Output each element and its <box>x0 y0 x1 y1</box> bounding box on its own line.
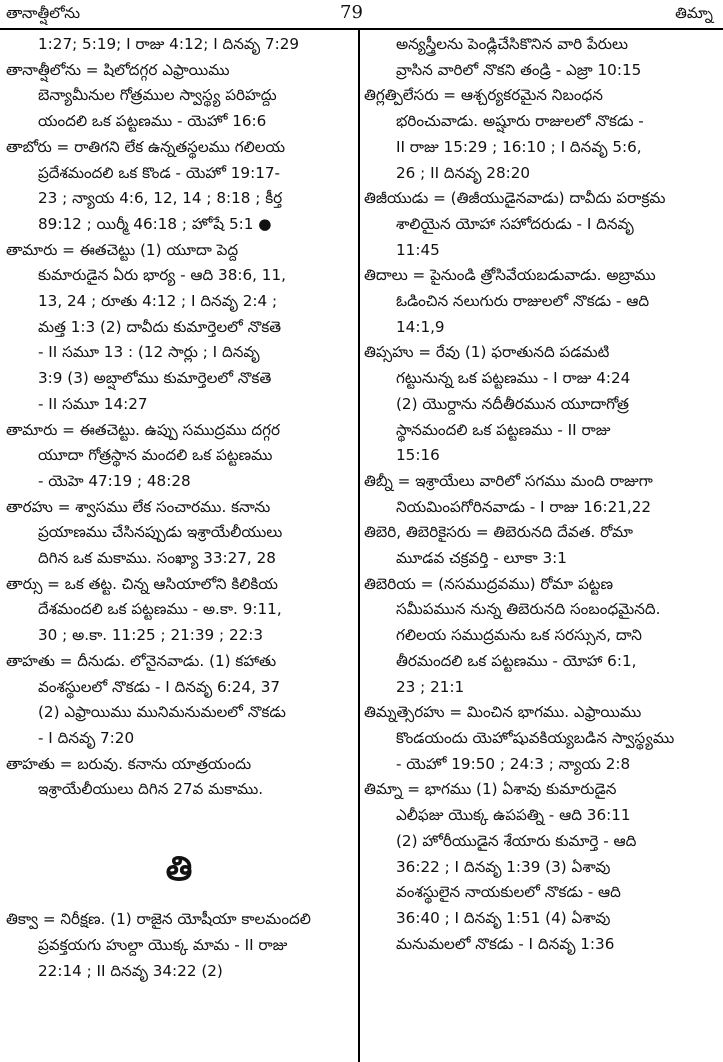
entry-line: 11:45 <box>396 240 440 259</box>
entry-line: వ్రాసిన వారిలో నొకని తండ్రి - ఎజ్రా 10:15 <box>396 60 642 79</box>
entry-line: 13, 24 ; రూతు 4:12 ; I దినవృ 2:4 ; <box>38 292 278 311</box>
entry-headword-line: తిమ్నత్సెరహు = మించిన భాగము. ఎఫ్రాయిము <box>364 703 642 722</box>
entry-headword-line: తామారు = ఈతచెట్టు (1) యూదా పెద్ద <box>6 240 239 259</box>
entry-headword-line: తారహు = శ్వాసము లేక సంచారము. కనాను <box>6 497 271 516</box>
entry-line: ప్రయాణము చేసినప్పుడు ఇశ్రాయేలీయులు <box>38 523 283 542</box>
entry-line: (2) ఎఫ్రాయిము మునిమనుమలలో నొకడు <box>38 703 286 722</box>
entry-line: భరించువాడు. అష్షూరు రాజులలో నొకడు - <box>396 112 644 131</box>
page-header <box>0 0 723 30</box>
entry-line: ఎలీఫజు యొక్క ఉపపత్ని - ఆది 36:11 <box>396 806 631 825</box>
entry-headword-line: తిక్వా = నిరీక్షణ. (1) రాజైన యోషీయా కాలమందలి <box>6 910 311 929</box>
entry-line: ప్రదేశమందలి ఒక కొండ - యెహో 19:17- <box>38 163 281 182</box>
dictionary-entry <box>364 263 716 340</box>
entry-line: 22:14 ; II దినవృ 34:22 (2) <box>38 961 223 980</box>
page-number: 79 <box>340 2 363 23</box>
entry-headword-line: తిబ్నీ = ఇశ్రాయేలు వారిలో సగము మంది రాజుగా <box>364 471 653 490</box>
dictionary-entry <box>364 700 716 777</box>
dictionary-entry <box>6 418 352 495</box>
dictionary-entry <box>6 58 352 135</box>
dictionary-entry <box>364 469 716 520</box>
dictionary-entry <box>6 495 352 572</box>
entry-headword-line: తానాత్షీలోను = షిలోదగ్గర ఎఫ్రాయిము <box>6 60 230 79</box>
dictionary-entry <box>6 907 352 984</box>
entry-line: వంశస్థులైన నాయకులలో నొకడు - ఆది <box>396 883 621 902</box>
entry-line: 36:22 ; I దినవృ 1:39 (3) ఏశావు <box>396 857 611 876</box>
entry-line: 89:12 ; యిర్మీ 46:18 ; హోషే 5:1 ● <box>38 214 272 233</box>
column-divider <box>358 30 360 1062</box>
entry-headword-line: తిప్సహు = రేవు (1) ఫరాతునది పడమటి <box>364 343 610 362</box>
entry-line: - I దినవృ 7:20 <box>38 728 135 747</box>
entry-headword-line: తిబెరి, తిబెరికైసరు = తిబెరునది దేవత. రోమా <box>364 523 633 542</box>
continued-entry <box>364 32 716 83</box>
entry-line: యూదా గోత్రస్థాన మందలి ఒక పట్టణము <box>38 446 273 465</box>
entry-line: 23 ; న్యాయ 4:6, 12, 14 ; 8:18 ; కీర్త <box>38 189 283 208</box>
header-left-guide-word: తానాత్షీలోను <box>6 4 81 22</box>
entry-headword-line: తిజీయుడు = (తిజీయుడైనవాడు) దావీదు పరాక్రమ <box>364 189 666 208</box>
entry-line: కుమారుడైన ఏరు భార్య - ఆది 38:6, 11, <box>38 266 286 285</box>
entry-line: సమీపమున నున్న తిబెరునది సంబంధమైనది. <box>396 600 661 619</box>
entry-line: - యెహో 19:50 ; 24:3 ; న్యాయ 2:8 <box>396 754 631 773</box>
dictionary-entry <box>6 649 352 752</box>
entry-headword-line: తాబోరు = రాతిగని లేక ఉన్నతస్థలము గలిలయ <box>6 137 286 156</box>
entry-line: మూడవ చక్రవర్తి - లూకా 3:1 <box>396 549 567 568</box>
entry-line: స్థానమందలి ఒక పట్టణము - II రాజు <box>396 420 611 439</box>
entry-line: గలిలయ సముద్రమను ఒక సరస్సున, దాని <box>396 626 642 645</box>
entry-line: కొండయందు యెహోషువకియ్యబడిన స్వాస్థ్యము <box>396 728 675 747</box>
entry-line: బెన్యామీనుల గోత్రముల స్వాస్థ్య పరిహద్దు <box>38 86 277 105</box>
entry-line: మనుమలలో నొకడు - I దినవృ 1:36 <box>396 934 615 953</box>
dictionary-entry <box>6 135 352 238</box>
dictionary-entry <box>6 238 352 418</box>
entry-line: (2) యొర్దాను నదీతీరమున యూదాగోత్ర <box>396 394 629 413</box>
entry-headword-line: తామారు = ఈతచెట్టు. ఉప్పు సముద్రము దగ్గర <box>6 420 280 439</box>
entry-line: 26 ; II దినవృ 28:20 <box>396 163 531 182</box>
entry-line: వంశస్థులలో నొకడు - I దినవృ 6:24, 37 <box>38 677 281 696</box>
dictionary-entry <box>364 572 716 701</box>
continued-entry <box>6 32 352 58</box>
entry-headword-line: తిదాలు = పైనుండి త్రోసివేయబడువాడు. అబ్రాము <box>364 266 656 285</box>
entry-line: గట్టునున్న ఒక పట్టణము - I రాజు 4:24 <box>396 369 631 388</box>
entry-headword-line: తాహతు = దీనుడు. లోనైనవాడు. (1) కహాతు <box>6 651 277 670</box>
entry-line: 36:40 ; I దినవృ 1:51 (4) ఏశావు <box>396 908 611 927</box>
dictionary-entry <box>364 340 716 469</box>
dictionary-entry <box>364 520 716 571</box>
entry-line: - II సమూ 14:27 <box>38 394 148 413</box>
entry-line: దేశమందలి ఒక పట్టణము - అ.కా. 9:11, <box>38 600 282 619</box>
header-right-guide-word: తిమ్నా <box>675 4 713 22</box>
entry-line: 1:27; 5:19; I రాజు 4:12; I దినవృ 7:29 <box>38 35 300 53</box>
dictionary-entry <box>364 83 716 186</box>
entry-headword-line: తిబెరియ = (నసముద్రవము) రోమా పట్టణ <box>364 574 614 593</box>
entry-line: యందలి ఒక పట్టణము - యెహో 16:6 <box>38 112 267 131</box>
entry-line: 15:16 <box>396 446 440 465</box>
right-column <box>364 32 716 957</box>
entry-headword-line: తాహతు = బరువు. కనాను యాత్రయందు <box>6 754 252 773</box>
entry-line: 14:1,9 <box>396 317 445 336</box>
entry-headword-line: తిగ్లత్పిలేసరు = ఆశ్చర్యకరమైన నిబంధన <box>364 86 603 105</box>
entry-line: శాలియైన యోహా సహోదరుడు - I దినవృ <box>396 214 634 233</box>
entry-line: దిగిన ఒక మకాము. సంఖ్యా 33:27, 28 <box>38 549 276 568</box>
entry-line: II రాజు 15:29 ; 16:10 ; I దినవృ 5:6, <box>396 137 642 156</box>
entry-line: అన్యస్త్రీలను పెండ్లిచేసికొనిన వారి పేరులు <box>396 35 629 53</box>
entry-line: 23 ; 21:1 <box>396 677 465 696</box>
entry-line: నియమింపగోరినవాడు - I రాజు 16:21,22 <box>396 497 652 516</box>
entry-line: - II సమూ 13 : (12 సార్లు ; I దినవృ <box>38 343 260 362</box>
entry-line: ఇశ్రాయేలీయులు దిగిన 27వ మకాము. <box>38 780 264 799</box>
entry-line: 30 ; అ.కా. 11:25 ; 21:39 ; 22:3 <box>38 626 264 645</box>
entry-line: తీరమందలి ఒక పట్టణము - యోహా 6:1, <box>396 651 637 670</box>
dictionary-entry <box>6 752 352 803</box>
entry-line: ఓడించిన నలుగురు రాజులలో నొకడు - ఆది <box>396 292 650 311</box>
entry-line: 3:9 (3) అబ్షాలోము కుమార్తెలలో నొకతె <box>38 369 272 388</box>
dictionary-entry <box>364 186 716 263</box>
section-letter-heading: తి <box>165 849 193 890</box>
dictionary-entry <box>364 777 716 957</box>
entry-line: - యెహె 47:19 ; 48:28 <box>38 471 191 490</box>
entry-line: ప్రవక్తయగు హుల్దా యొక్క మామ - II రాజు <box>38 935 288 954</box>
entry-headword-line: తార్సు = ఒక తట్ట. చిన్న ఆసియాలోని కిలికియ <box>6 574 278 593</box>
left-column <box>6 32 352 984</box>
entry-line: మత్త 1:3 (2) దావీదు కుమార్తెలలో నొకతె <box>38 317 282 336</box>
dictionary-entry <box>6 572 352 649</box>
entry-line: (2) హోరీయుడైన శేయారు కుమార్తె - ఆది <box>396 831 637 850</box>
entry-headword-line: తిమ్నా = భాగము (1) ఏశావు కుమారుడైన <box>364 780 617 799</box>
